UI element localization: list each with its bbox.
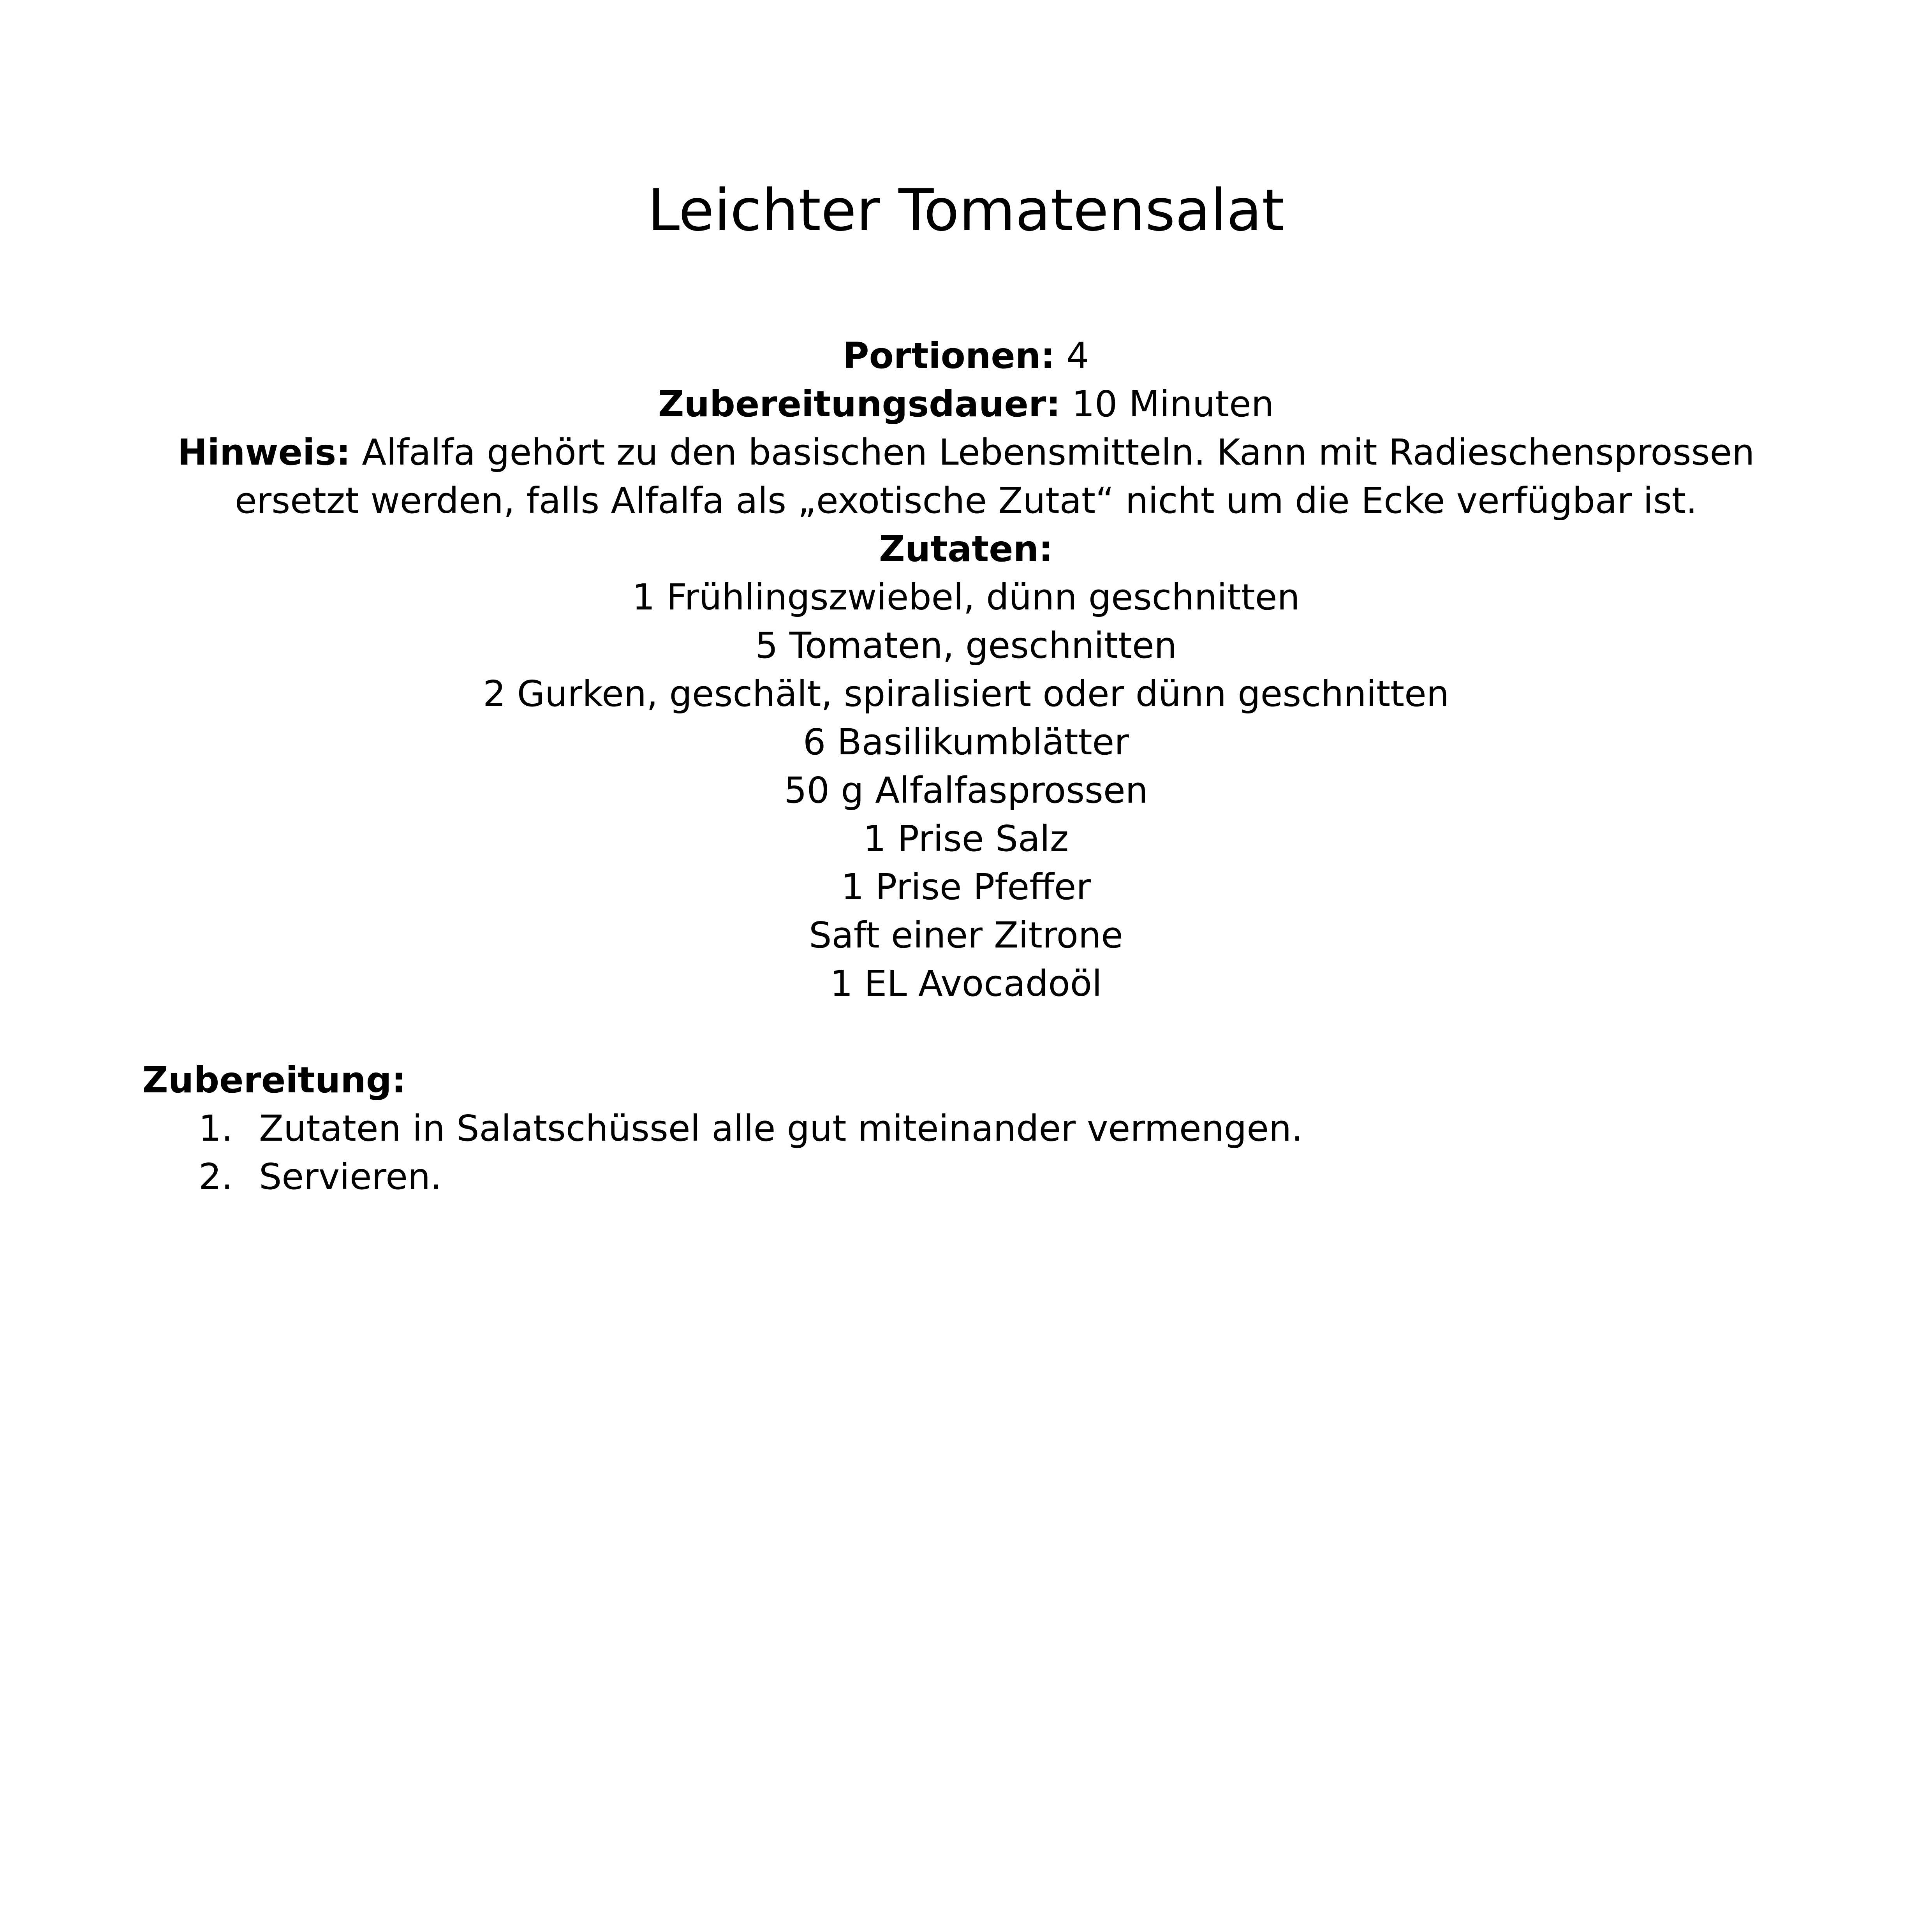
note-label: Hinweis:: [177, 431, 351, 473]
step-text: Servieren.: [259, 1156, 442, 1198]
duration-label: Zubereitungsdauer:: [658, 383, 1061, 425]
ingredient-item: 5 Tomaten, geschnitten: [755, 625, 1177, 666]
ingredient-item: 50 g Alfalfasprossen: [784, 770, 1148, 811]
ingredients-heading: Zutaten:: [879, 528, 1053, 570]
portions-value: 4: [1055, 335, 1089, 377]
step-number: 2.: [199, 1156, 233, 1198]
ingredient-item: 6 Basilikumblätter: [803, 721, 1129, 763]
ingredient-item: 1 EL Avocadoöl: [830, 963, 1102, 1004]
ingredient-item: 2 Gurken, geschält, spiralisiert oder dünn geschnitten: [483, 673, 1449, 715]
ingredients-list: [156, 573, 1776, 1008]
preparation-section: [142, 1056, 1778, 1201]
ingredient-item: 1 Frühlingszwiebel, dünn geschnitten: [632, 576, 1300, 618]
step-number: 1.: [199, 1108, 233, 1149]
note-paragraph: [156, 428, 1776, 525]
ingredient-item: 1 Prise Pfeffer: [841, 866, 1091, 908]
duration-line: [156, 380, 1776, 428]
preparation-heading: Zubereitung:: [142, 1059, 406, 1101]
recipe-title: Leichter Tomatensalat: [647, 177, 1285, 244]
step-text: Zutaten in Salatschüssel alle gut miteinander vermengen.: [259, 1108, 1303, 1149]
portions-line: [156, 332, 1776, 380]
duration-value: 10 Minuten: [1060, 383, 1274, 425]
preparation-step: [142, 1153, 1778, 1201]
ingredient-item: 1 Prise Salz: [863, 818, 1069, 859]
portions-label: Portionen:: [843, 335, 1055, 377]
preparation-steps: [142, 1104, 1778, 1201]
recipe-info-block: [156, 332, 1776, 1008]
ingredient-item: Saft einer Zitrone: [809, 914, 1123, 956]
note-text: Alfalfa gehört zu den basischen Lebensmitteln. Kann mit Radieschensprossen ersetzt werden, falls Alfalfa als „exotische Zutat“ nicht um die Ecke verfügbar ist.: [234, 431, 1755, 521]
preparation-step: [142, 1104, 1778, 1153]
